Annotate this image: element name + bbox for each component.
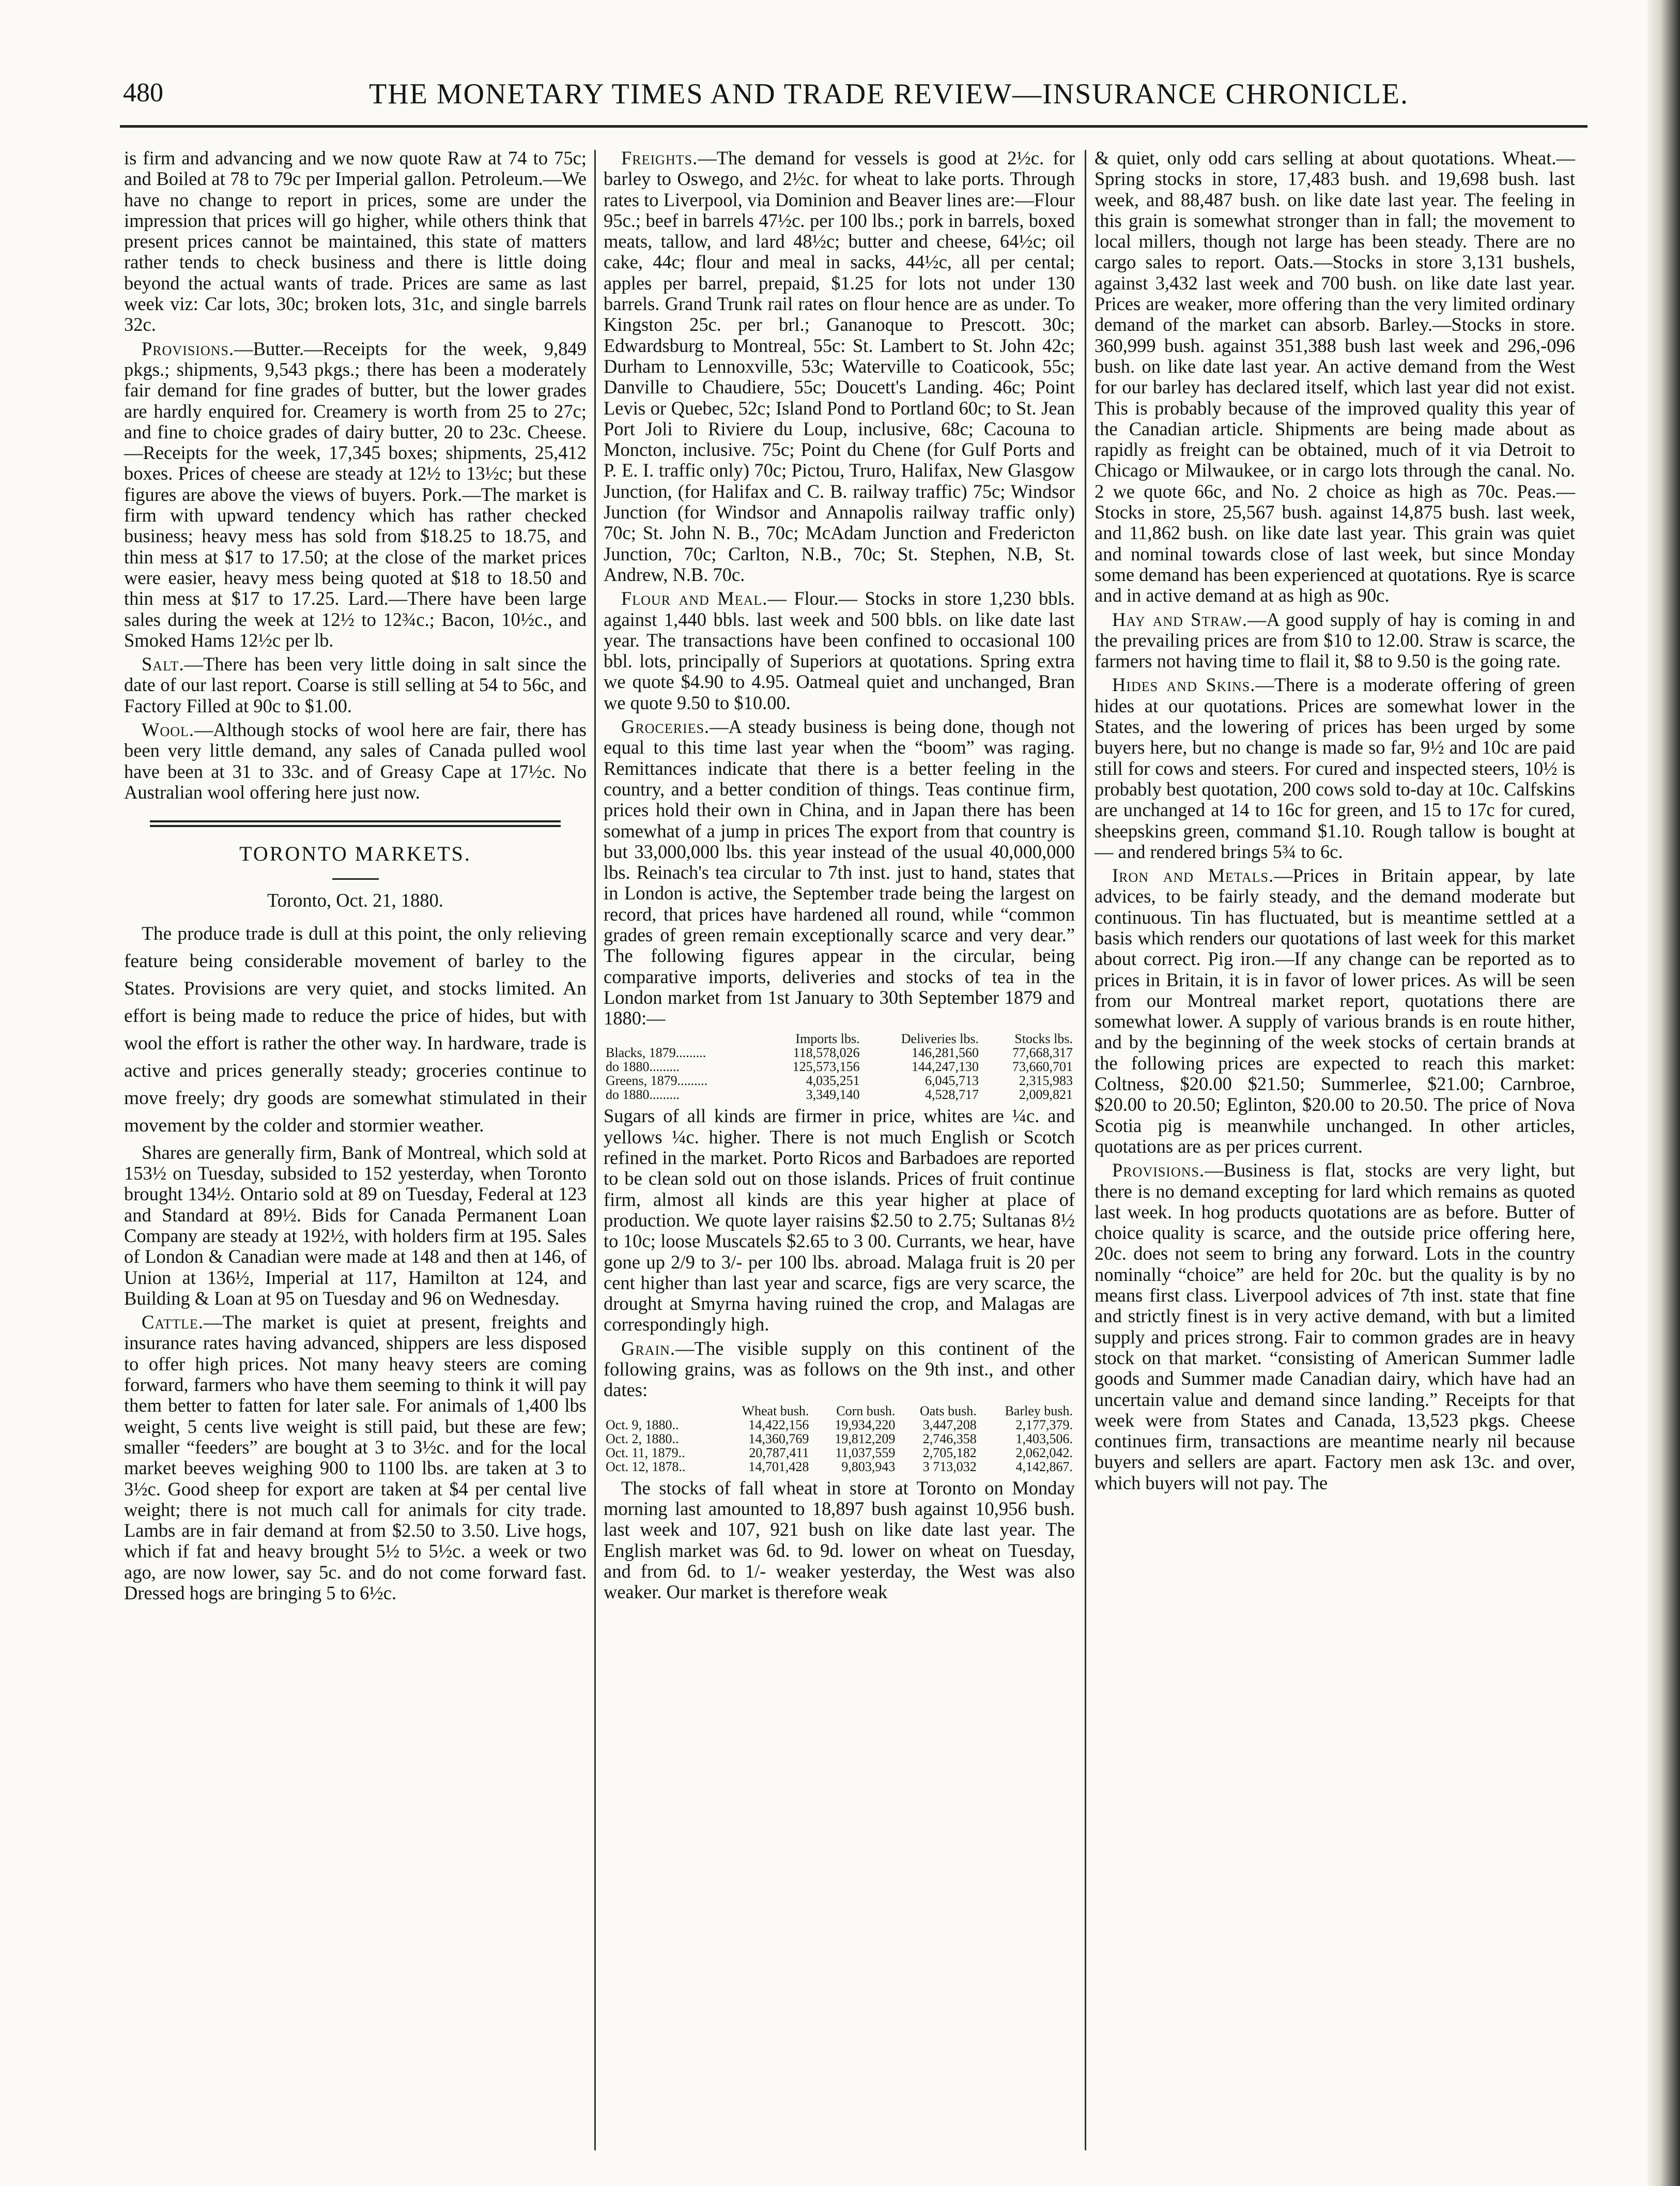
paragraph-text: —Although stocks of wool here are fair, there has been very little demand, any sales of Canada pulled wool have been at 31 to 33c. and of Greasy Cape at 17½c. No Australian wool offering here just now. — [124, 719, 587, 803]
page-number: 480 — [123, 78, 163, 108]
dateline: Toronto, Oct. 21, 1880. — [267, 889, 444, 911]
table-cell: 144,247,130 — [911, 1059, 979, 1075]
header-rule — [120, 125, 1587, 128]
table-row — [604, 1418, 1075, 1432]
section-head: Hides and Skins. — [1112, 674, 1256, 696]
table-cell: 14,422,156 — [748, 1417, 809, 1432]
paragraph — [1095, 1160, 1575, 1493]
table-row — [604, 1432, 1075, 1446]
table-cell: 11,037,559 — [835, 1445, 896, 1460]
table-cell: Oct. 2, 1880.. — [606, 1431, 679, 1446]
table-cell: 4,528,717 — [924, 1087, 979, 1103]
column-1 — [124, 148, 587, 2148]
table-cell: Oct. 11, 1879.. — [606, 1445, 685, 1460]
paragraph-text: —Butter.—Receipts for the week, 9,849 pkgs.; shipments, 9,543 pkgs.; there has been a moderately fair demand for fine grades of butter, but the lower grades are hardly enquired for. Creamery is worth from 25 to 27c; and fine to choice grades of dairy butter, 20 to 23c. Cheese.—Receipts for the week, 17,345 boxes; shipments, 25,412 boxes. Prices of cheese are steady at 12½ to 13½c; but these figures are above the views of buyers. Pork.—The market is firm with upward tendency which has rather checked business; heavy mess has sold from $18.25 to 18.75, and thin mess at $17 to 17.50; at the close of the market prices were easier, heavy mess being quoted at $18 to 18.50 and thin mess at $17 to 17.25. Lard.—There have been large sales during the week at 12½ to 12¾c.; Bacon, 10½c., and Smoked Hams 12½c per lb. — [124, 338, 587, 651]
table-cell: 2,177,379. — [1015, 1417, 1073, 1432]
table-cell: 2,315,983 — [1019, 1073, 1073, 1089]
table-cell: 4,035,251 — [806, 1073, 860, 1089]
section-head: Flour and Meal. — [621, 588, 768, 609]
column-header: Barley bush. — [1005, 1403, 1073, 1418]
paragraph: is firm and advancing and we now quote Raw at 74 to 75c; and Boiled at 78 to 79c per Imperial gallon. Petroleum.—We have no change to report in prices, some are under the impression that prices will go higher, while others think that present prices cannot be maintained, this state of matters rather tends to check business and there is little doing beyond the actual wants of trade. Prices are same as last week viz: Car lots, 30c; broken lots, 31c, and single barrels 32c. — [124, 147, 587, 335]
table-cell: do 1880......... — [606, 1059, 680, 1075]
table-cell: 2,009,821 — [1019, 1087, 1073, 1103]
paragraph-text: —There has been very little doing in salt since the date of our last report. Coarse is still selling at 54 to 56c, and Factory Filled at 90c to $1.00. — [124, 653, 587, 716]
column-header — [604, 1404, 716, 1418]
section-head: Cattle. — [142, 1311, 204, 1333]
paragraph-text: —Prices in Britain appear, by late advices, to be fairly steady, and the demand moderate but continuous. Tin has fluctuated, but is meantime settled at a basis which renders our quotations of last week for this market about correct. Pig iron.—If any change can be reported as to prices in Britain, it is in favor of lower prices. As will be seen from our Montreal market report, quotations there are somewhat lower. A supply of various brands is en route hither, and by the beginning of the week stocks of certain brands at the following prices are expected to reach this market: Coltness, $20.00 $21.50; Summerlee, $21.00; Carnbroe, $20.00 to 20.50; Eglinton, $20.00 to 20.50. The price of Nova Scotia pig is meanwhile unchanged. In other articles, quotations are as per prices current. — [1095, 865, 1575, 1157]
table-cell: 20,787,411 — [749, 1445, 809, 1460]
paragraph-text: —There is a moderate offering of green hides at our quotations. Prices are somewhat lower in the States, and the lowering of prices has been urged by some buyers here, but no change is made so far, 9½ and 10c are paid still for cows and steers. For cured and inspected steers, 10½ is probably best quotation, 200 cows sold to-day at 10c. Calfskins are unchanged at 14 to 16c for green, and 15 to 17c for cured, sheepskins green, command $1.10. Rough tallow is bought at — and rendered brings 5¾ to 6c. — [1095, 674, 1576, 862]
table-cell: 2,062,042. — [1015, 1445, 1073, 1460]
table-cell: 14,360,769 — [748, 1431, 809, 1446]
tea-table — [604, 1032, 1075, 1102]
section-title: TORONTO MARKETS. — [239, 842, 471, 866]
paragraph-text: —Business is flat, stocks are very light, but there is no demand excepting for lard which remains as quoted last week. In hog products quotations are as before. Butter of choice quality is scarce, and the outside price offering here, 20c. does not seem to bring any forward. Lots in the country nominally “choice” are held for 20c. but the quality is by no means first class. Liverpool advices of 7th inst. state that fine and strictly finest is in very active demand, with but a limited supply and prices strong. Fair to common grades are in heavy stock on that market. “consisting of American Summer ladle goods and Summer made Canadian dairy, which have had an uncertain value and demand since landing.” Receipts for that week were from States and Canada, 13,523 pkgs. Cheese continues firm, transactions are meantime nearly nil because buyers and sellers are apart. Factory men ask 13c. and over, which buyers will not pay. The — [1095, 1159, 1575, 1493]
paragraph-text: —The visible supply on this continent of the following grains, was as follows on the 9th inst., and other dates: — [604, 1337, 1075, 1401]
paragraph-text: —The demand for vessels is good at 2½c. for barley to Oswego, and 2½c. for wheat to lake ports. Through rates to Liverpool, via Dominion and Beaver lines are:—Flour 95c.; beef in barrels 47½c. per 100 lbs.; pork in barrels, boxed meats, tallow, and lard 48½c; butter and cheese, 64½c; oil cake, 44c; flour and meal in sacks, 44½c, all per cental; apples per barrel, prepaid, $1.25 for lots not under 130 barrels. Grand Trunk rail rates on flour hence are as under. To Kingston 25c. per brl.; Gananoque to Prescott. 30c; Edwardsburg to Montreal, 55c: St. Lambert to St. John 42c; Durham to Lennoxville, 53c; Waterville to Coaticook, 55c; Danville to Chaudiere, 55c; Doucett's Landing. 46c; Point Levis or Quebec, 52c; Island Pond to Portland 60c; to St. Jean Port Joli to Riviere du Loup, inclusive, 68c; Cacouna to Moncton, inclusive. 75c; Point du Chene (for Gulf Ports and P. E. I. traffic only) 70c; Pictou, Truro, Halifax, New Glasgow Junction, (for Halifax and C. B. railway traffic) 75c; Windsor Junction (for Windsor and Annapolis railway traffic only) 70c; St. John N. B., 70c; McAdam Junction and Fredericton Junction, 70c; Carlton, N.B., 70c; St. Stephen, N.B, St. Andrew, N.B. 70c. — [604, 147, 1075, 585]
table-cell: 6,045,713 — [924, 1073, 979, 1089]
paragraph — [124, 720, 587, 803]
column-header: Corn bush. — [836, 1403, 896, 1418]
table-cell: Greens, 1879......... — [606, 1073, 708, 1089]
double-rule — [150, 820, 561, 827]
column-header: Wheat bush. — [742, 1403, 809, 1418]
paragraph: The stocks of fall wheat in store at Toronto on Monday morning last amounted to 18,897 bush against 10,956 bush. last week and 107, 921 bush on like date last year. The English market was 6d. to 9d. lower on wheat on Tuesday, and from 6d. to 1/- weaker yesterday, the West was also weaker. Our market is therefore weak — [604, 1477, 1075, 1603]
column-header — [604, 1032, 758, 1046]
paragraph — [604, 148, 1075, 585]
column-rule — [1085, 150, 1086, 2150]
table-row — [604, 1074, 1075, 1088]
paragraph — [604, 588, 1075, 713]
table-cell: 73,660,701 — [1012, 1059, 1073, 1075]
table-cell: 19,934,220 — [835, 1417, 896, 1432]
table-row — [604, 1446, 1075, 1460]
table-row — [604, 1088, 1075, 1102]
paragraph — [124, 1312, 587, 1603]
paragraph — [604, 716, 1075, 1029]
table-row — [604, 1460, 1075, 1474]
table-cell: 9,803,943 — [841, 1459, 896, 1474]
table-row — [604, 1060, 1075, 1074]
paragraph — [124, 339, 587, 651]
paragraph — [604, 1338, 1075, 1401]
table-cell: 118,578,026 — [793, 1045, 860, 1061]
section-head: Groceries. — [621, 716, 710, 738]
column-header: Imports lbs. — [795, 1031, 860, 1047]
column-header: Deliveries lbs. — [901, 1031, 979, 1047]
running-head: THE MONETARY TIMES AND TRADE REVIEW—INSURANCE CHRONICLE. — [368, 78, 1409, 110]
table-cell: 2,746,358 — [922, 1431, 977, 1446]
paragraph — [1095, 609, 1575, 672]
paragraph: & quiet, only odd cars selling at about quotations. Wheat.—Spring stocks in store, 17,483 bush. and 19,698 bush. last week, and 88,487 bush. on like date last year. The feeling in this grain is somewhat stronger than in fall; the movement to local millers, though not large has been steady. There are no cargo sales to report. Oats.—Stocks in store 3,131 bushels, against 3,432 last week and 700 bush. on like date last year. Prices are weaker, more offering than the very limited ordinary demand of the market can absorb. Barley.—Stocks in store. 360,999 bush. against 351,388 bush last week and 296,-096 bush. on like date last year. An active demand from the West for our barley has declared itself, which last year did not exist. This is probably because of the improved quality this year of the Canadian article. Shipments are being made about as rapidly as freight can be obtained, much of it via Detroit to Chicago or Milwaukee, or in cargo lots through the canal. No. 2 we quote 66c, and No. 2 choice as high as 70c. Peas.—Stocks in store, 25,567 bush. against 14,875 bush. last week, and 11,862 bush. on like date last year. This grain was quiet and nominal towards close of last week, but since Monday some demand has been experienced at quotations. Rye is scarce and in active demand at as high as 90c. — [1095, 147, 1575, 606]
table-header-row — [604, 1404, 1075, 1418]
column-3 — [1095, 148, 1575, 2153]
section-head: Iron and Metals. — [1112, 865, 1274, 886]
paragraph — [1095, 675, 1575, 862]
table-cell: 4,142,867. — [1015, 1459, 1073, 1474]
table-cell: do 1880......... — [606, 1087, 680, 1103]
table-cell: 3,349,140 — [806, 1087, 860, 1103]
grain-table — [604, 1404, 1075, 1474]
column-header: Stocks lbs. — [1014, 1031, 1073, 1047]
table-cell: 146,281,560 — [911, 1045, 979, 1061]
section-head: Wool. — [142, 719, 195, 741]
table-cell: Oct. 12, 1878.. — [606, 1459, 686, 1474]
paragraph-text: —A steady business is being done, though not equal to this time last year when the “boom” was raging. Remittances indicate that there is a better feeling in the country, and a better condition of things. Teas continue firm, prices hold their own in China, and in Japan there has been somewhat of a jump in prices The export from that country is but 33,000,000 lbs. this year instead of the usual 40,000,000 lbs. Reinach's tea circular to 7th inst. just to hand, states that in London is active, the September trade being the largest on record, that prices have hardened all round, while “common grades of green remain exceptionally scarce and very dear.” The following figures appear in the circular, being comparative imports, deliveries and stocks of tea in the London market from 1st January to 30th September 1879 and 1880:— — [604, 716, 1075, 1029]
table-cell: 125,573,156 — [792, 1059, 860, 1075]
section-head: Hay and Straw. — [1112, 608, 1247, 630]
table-row — [604, 1046, 1075, 1060]
section-head: Freights. — [621, 147, 698, 169]
table-cell: 14,701,428 — [748, 1459, 809, 1474]
column-rule — [594, 150, 596, 2150]
table-cell: 19,812,209 — [835, 1431, 896, 1446]
paragraph-text: — Flour.— Stocks in store 1,230 bbls. against 1,440 bbls. last week and 500 bbls. on like date last year. The transactions have been confined to occasional 100 bbl. lots, principally of Superiors at quotations. Spring extra we quote $4.90 to 4.95. Oatmeal quiet and unchanged, Bran we quote 9.50 to $10.00. — [604, 588, 1075, 713]
table-cell: 2,705,182 — [922, 1445, 977, 1460]
table-cell: 3 713,032 — [922, 1459, 977, 1474]
paragraph: Shares are generally firm, Bank of Montreal, which sold at 153½ on Tuesday, subsided to 152 yesterday, when Toronto brought 134½. Ontario sold at 89 on Tuesday, Federal at 123 and Standard at 89½. Bids for Canada Permanent Loan Company are steady at 192½, with holders firm at 195. Sales of London & Canadian were made at 148 and then at 146, of Union at 136½, Imperial at 117, Hamilton at 124, and Building & Loan at 95 on Tuesday and 96 on Wednesday. — [124, 1141, 587, 1309]
paragraph: Sugars of all kinds are firmer in price, whites are ¼c. and yellows ¼c. higher. There is not much English or Scotch refined in the market. Porto Ricos and Barbadoes are reported to be clean sold out on those islands. Prices of fruit continue firm, almost all kinds are this year higher at place of production. We quote layer raisins $2.50 to 2.75; Sultanas 8½ to 10c; loose Muscatels $2.65 to 3 00. Currants, we hear, have gone up 2/9 to 3/- per 100 lbs. abroad. Malaga fruit is 20 per cent higher than last year and scarce, figs are very scarce, the drought at Smyrna having ruined the crop, and Malagas are correspondingly high. — [604, 1105, 1075, 1335]
section-head: Provisions. — [1112, 1159, 1205, 1181]
table-header-row — [604, 1032, 1075, 1046]
table-cell: Oct. 9, 1880.. — [606, 1417, 679, 1432]
short-rule — [332, 878, 379, 880]
paragraph: The produce trade is dull at this point, the only relieving feature being considerable movement of barley to the States. Provisions are very quiet, and stocks limited. An effort is being made to reduce the price of hides, but with wool the effort is rather the other way. In hardware, trade is active and prices generally steady; groceries continue to move freely; dry goods are somewhat stimulated in their movement by the colder and stormier weather. — [124, 923, 587, 1136]
table-cell: 3,447,208 — [922, 1417, 977, 1432]
paragraph — [124, 654, 587, 716]
table-cell: Blacks, 1879......... — [606, 1045, 706, 1061]
section-head: Salt. — [142, 653, 184, 675]
paragraph-text: —The market is quiet at present, freights and insurance rates having advanced, shippers are less disposed to offer high prices. Not many heavy steers are coming forward, farmers who have them seeming to think it will pay them better to fatten for later sale. For animals of 1,400 lbs weight, 5 cents live weight is still paid, but these are few; smaller “feeders” are bought at 3 to 3½c. and for the local market beeves weighing 900 to 1100 lbs. are taken at 3 to 3½c. Good sheep for export are taken at $4 per cental live weight; there is not much call for animals for city trade. Lambs are in fair demand at from $2.50 to 3.50. Live hogs, which if fat and heavy brought 5½ to 5½c. a week or two ago, are now lower, say 5c. and do not come forward fast. Dressed hogs are bringing 5 to 6½c. — [124, 1311, 587, 1604]
binding-edge — [1647, 0, 1680, 2186]
section-head: Grain. — [621, 1337, 676, 1359]
paragraph — [1095, 865, 1575, 1157]
table-cell: 77,668,317 — [1012, 1045, 1073, 1061]
paragraph-text: —A good supply of hay is coming in and the prevailing prices are from $10 to 12.00. Straw is scarce, the farmers not having time to flail it, $8 to 9.50 is the going rate. — [1095, 608, 1575, 672]
section-head: Provisions. — [142, 338, 235, 359]
table-cell: 1,403,506. — [1015, 1431, 1073, 1446]
column-header: Oats bush. — [919, 1403, 977, 1418]
column-2 — [604, 148, 1075, 2153]
